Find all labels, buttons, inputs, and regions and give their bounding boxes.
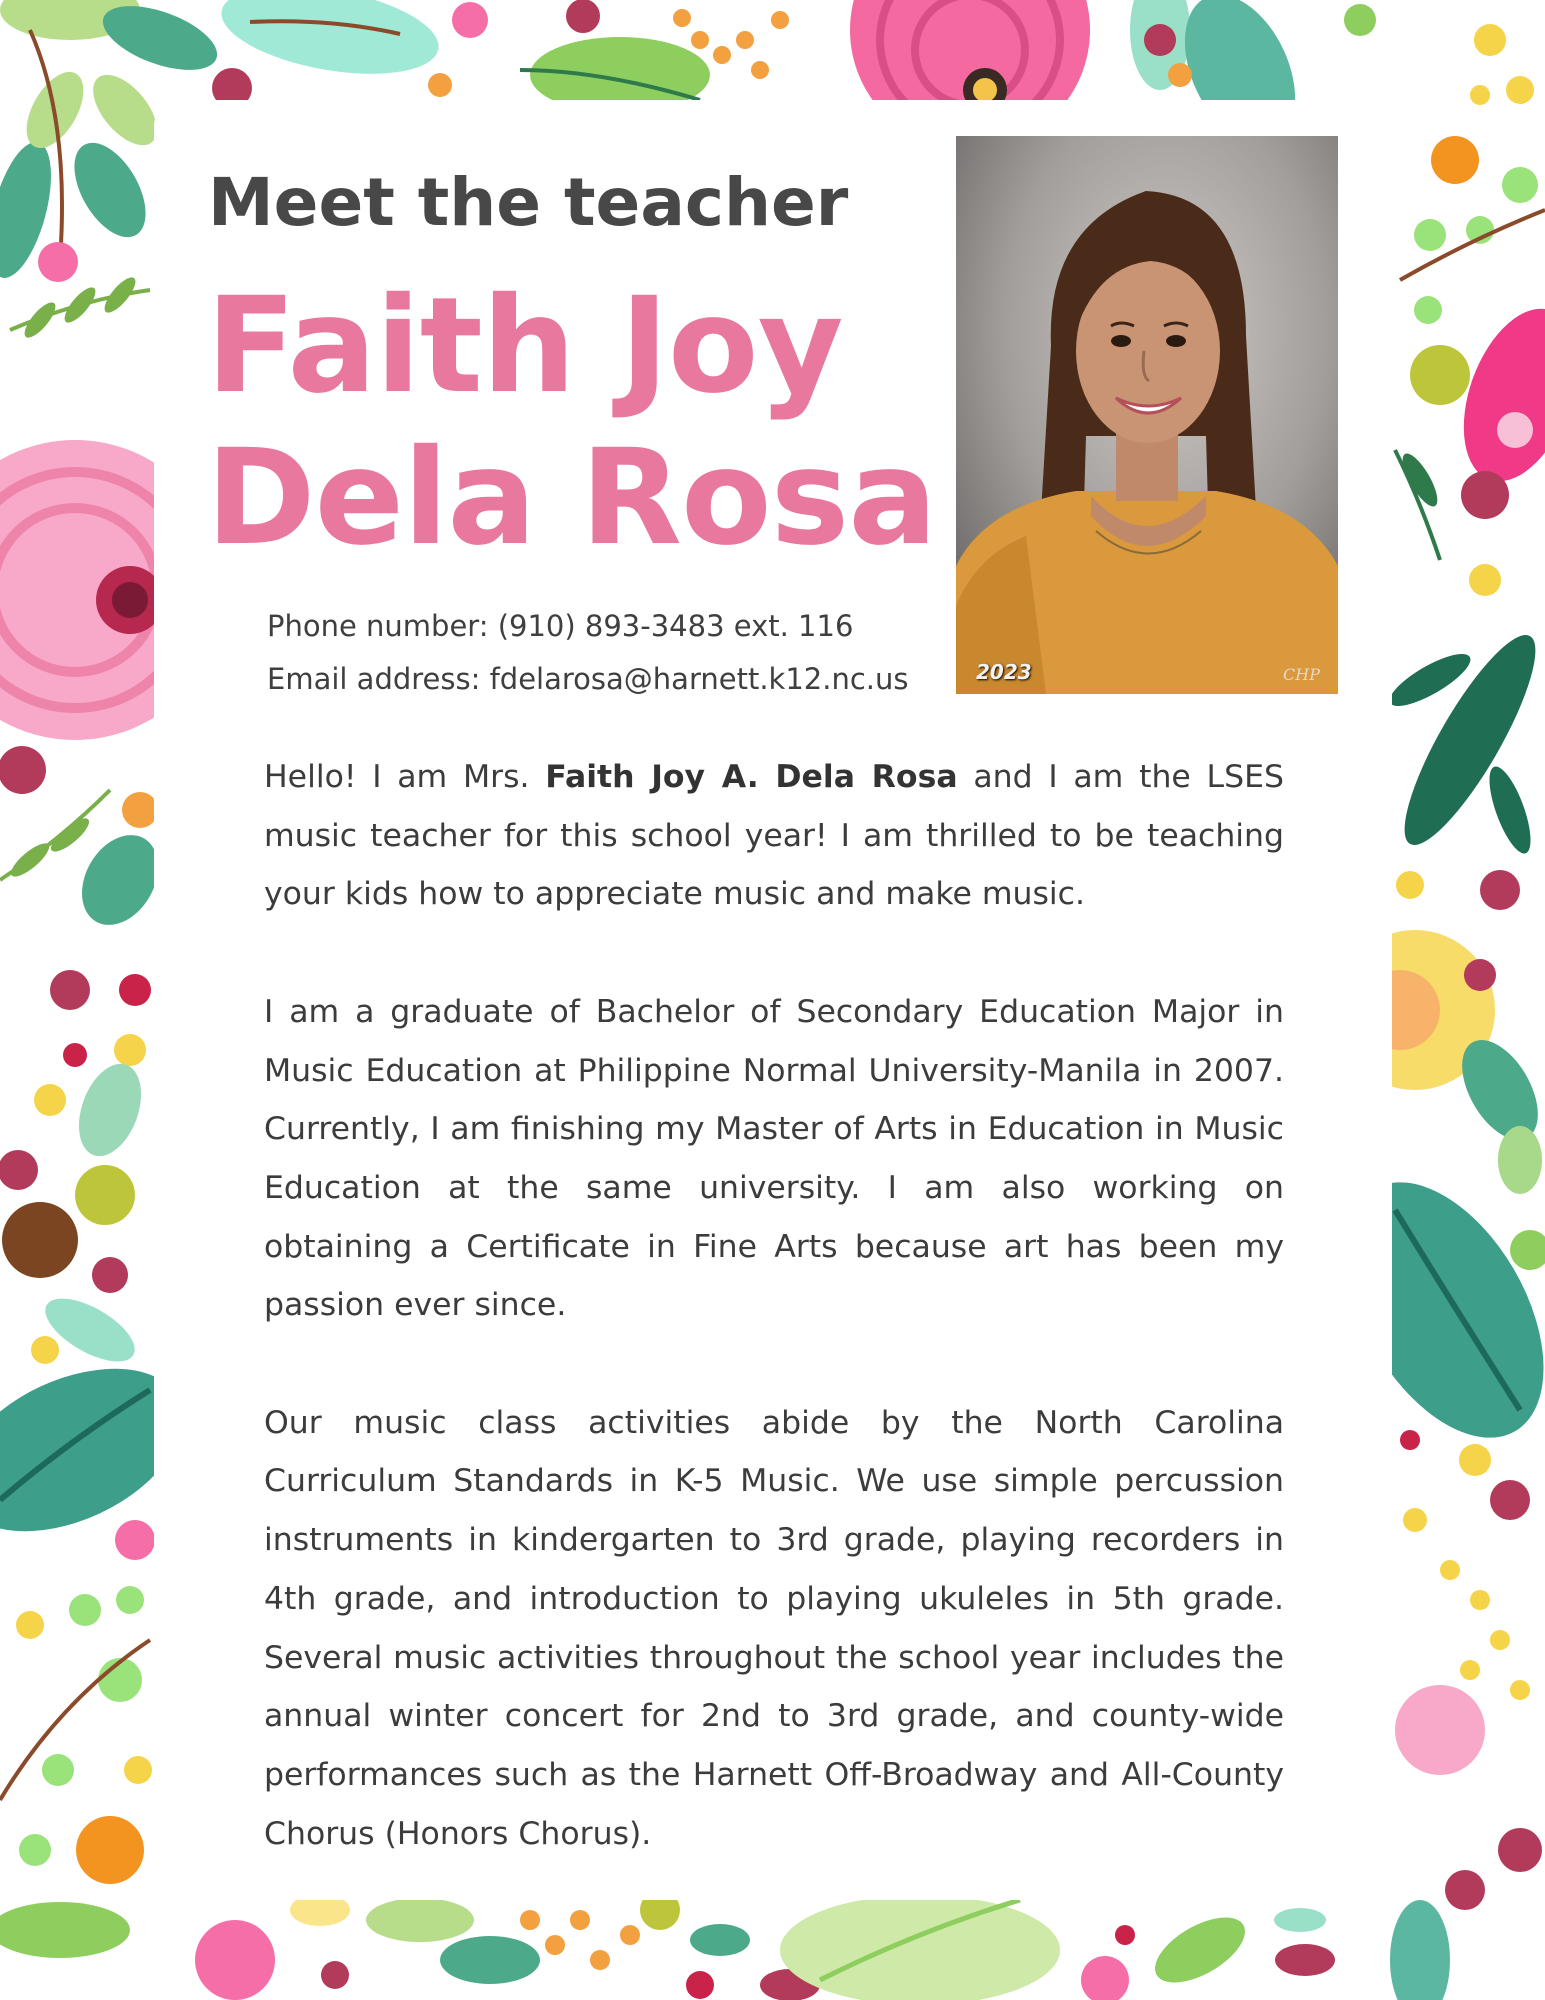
teacher-name-line-2: Dela Rosa bbox=[206, 421, 937, 575]
teacher-portrait-photo bbox=[956, 136, 1338, 694]
teacher-full-name-bold: Faith Joy A. Dela Rosa bbox=[545, 759, 958, 795]
bio-paragraph-education: I am a graduate of Bachelor of Secondary Education Major in Music Education at Philippine Normal University-Manila in 2007. Currently, I am finishing my Master of Arts in Education in Music Education at the same university. I am also working on obtaining a Certificate in Fine Arts because art has been my passion ever since. bbox=[264, 993, 1284, 1324]
email-address: Email address: fdelarosa@harnett.k12.nc.us bbox=[267, 662, 909, 696]
bio-paragraph-activities: Our music class activities abide by the North Carolina Curriculum Standards in K-5 Music. We use simple percussion instruments in kindergarten to 3rd grade, playing recorders in 4th grade, and introduction to playing ukuleles in 5th grade. Several music activities throughout the school year includes the annual winter concert for 2nd to 3rd grade, and county-wide performances such as the Harnett Off-Broadway and All-County Chorus (Honors Chorus). bbox=[264, 1404, 1284, 1852]
bio-paragraph-intro bbox=[264, 748, 1284, 924]
meet-the-teacher-heading: Meet the teacher bbox=[208, 164, 849, 241]
teacher-name-line-1: Faith Joy bbox=[206, 269, 843, 423]
contact-info bbox=[267, 600, 908, 706]
teacher-name bbox=[206, 270, 936, 574]
portrait-illustration bbox=[956, 136, 1338, 694]
intro-text-end: and I am the LSES music teacher for this school year! I am thrilled to be teaching your kids how to appreciate music and make music. bbox=[264, 759, 1284, 913]
phone-number: Phone number: (910) 893-3483 ext. 116 bbox=[267, 609, 854, 643]
intro-text-start: Hello! I am Mrs. bbox=[264, 759, 546, 795]
photo-studio-watermark: CHP bbox=[1283, 665, 1320, 684]
teacher-bio bbox=[264, 748, 1284, 1863]
content-card bbox=[154, 100, 1392, 1900]
photo-year-stamp: 2023 bbox=[976, 660, 1032, 684]
